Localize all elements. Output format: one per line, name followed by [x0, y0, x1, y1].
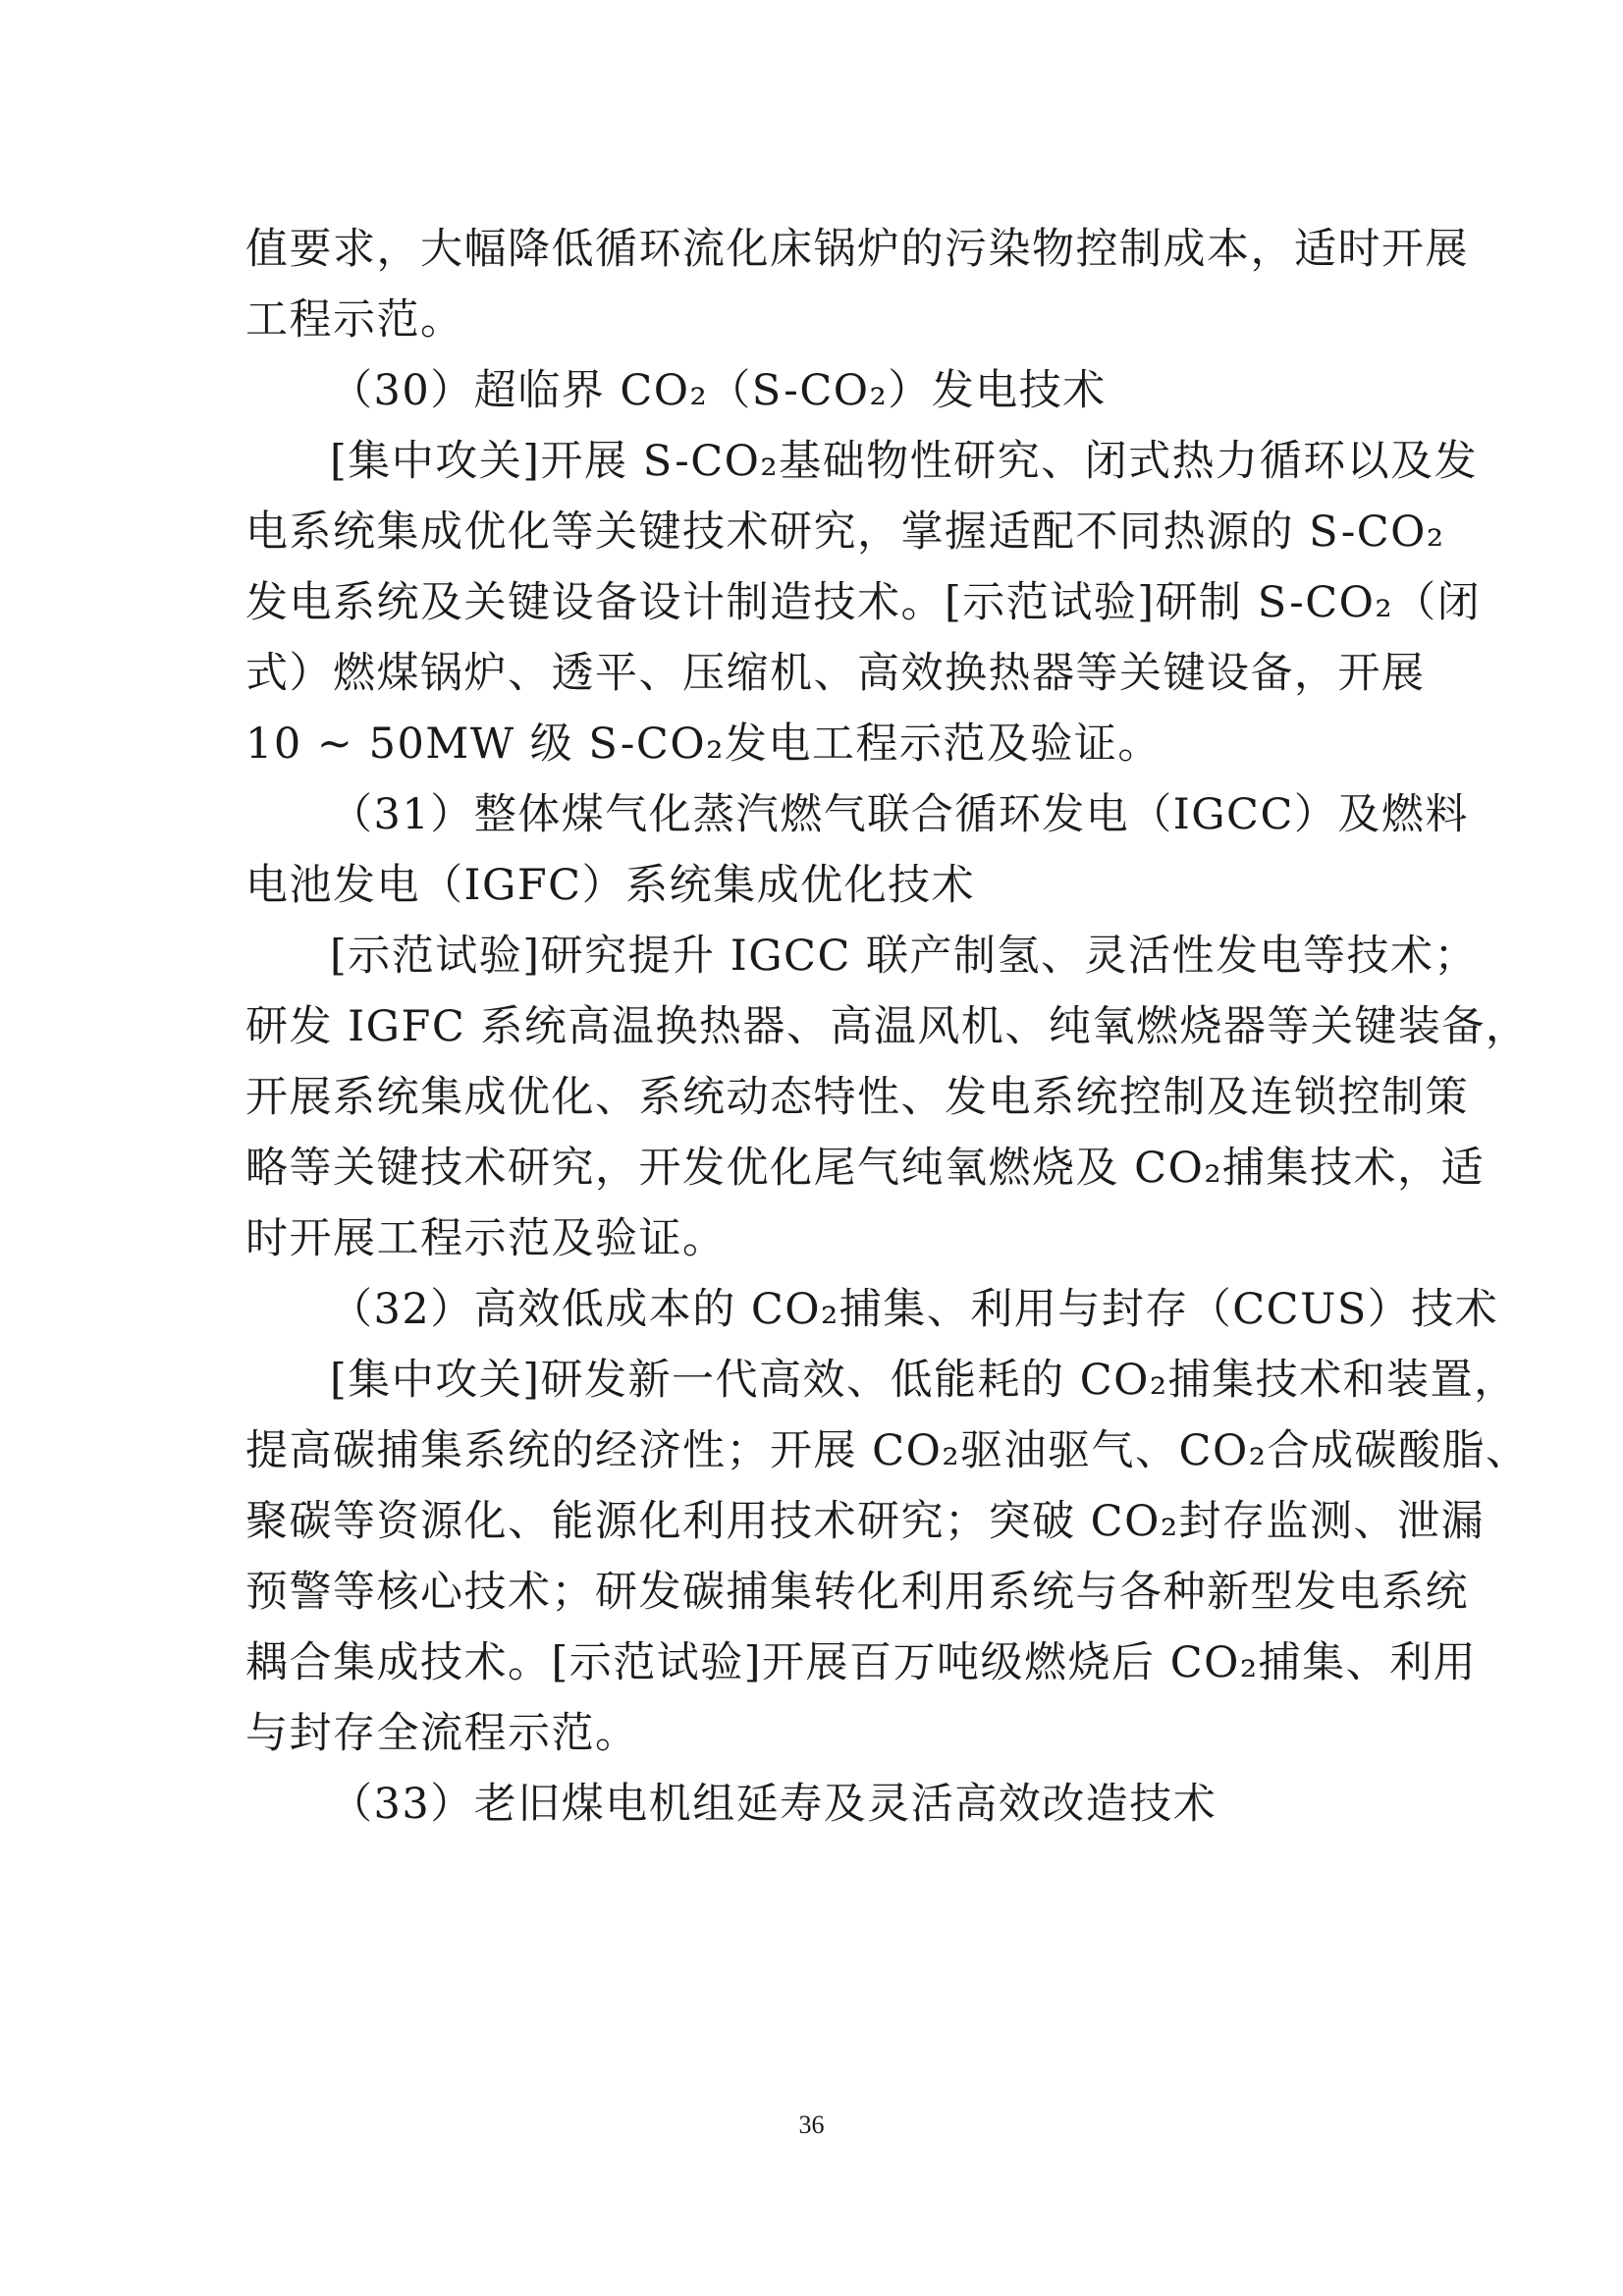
paragraph-line: 提高碳捕集系统的经济性；开展 CO₂驱油驱气、CO₂合成碳酸脂、	[245, 1426, 1530, 1475]
paragraph-line: [集中攻关]研发新一代高效、低能耗的 CO₂捕集技术和装置，	[330, 1356, 1518, 1405]
paragraph-line: 时开展工程示范及验证。	[245, 1214, 727, 1263]
paragraph-line: [集中攻关]开展 S-CO₂基础物性研究、闭式热力循环以及发	[330, 437, 1479, 486]
paragraph-line: 研发 IGFC 系统高温换热器、高温风机、纯氧燃烧器等关键装备，	[245, 1002, 1530, 1051]
paragraph-line: 与封存全流程示范。	[245, 1709, 639, 1758]
section-heading-32: （32）高效低成本的 CO₂捕集、利用与封存（CCUS）技术	[330, 1285, 1499, 1334]
paragraph-line: 值要求，大幅降低循环流化床锅炉的污染物控制成本，适时开展	[245, 225, 1469, 274]
paragraph-line: 电系统集成优化等关键技术研究，掌握适配不同热源的 S-CO₂	[245, 507, 1445, 557]
section-heading-33: （33）老旧煤电机组延寿及灵活高效改造技术	[330, 1780, 1217, 1829]
paragraph-line: 耦合集成技术。[示范试验]开展百万吨级燃烧后 CO₂捕集、利用	[245, 1638, 1478, 1687]
paragraph-line: [示范试验]研究提升 IGCC 联产制氢、灵活性发电等技术；	[330, 932, 1479, 981]
paragraph-line: 发电系统及关键设备设计制造技术。[示范试验]研制 S-CO₂（闭	[245, 578, 1482, 627]
paragraph-line: 工程示范。	[245, 295, 464, 345]
paragraph-line: 预警等核心技术；研发碳捕集转化利用系统与各种新型发电系统	[245, 1568, 1469, 1617]
section-heading-31: （31）整体煤气化蒸汽燃气联合循环发电（IGCC）及燃料	[330, 790, 1469, 839]
page-number: 36	[798, 2110, 825, 2139]
paragraph-line: 开展系统集成优化、系统动态特性、发电系统控制及连锁控制策	[245, 1073, 1469, 1122]
paragraph-line: 略等关键技术研究，开发优化尾气纯氧燃烧及 CO₂捕集技术，适	[245, 1144, 1486, 1193]
paragraph-line: 式）燃煤锅炉、透平、压缩机、高效换热器等关键设备，开展	[245, 649, 1426, 698]
section-heading-31-cont: 电池发电（IGFC）系统集成优化技术	[245, 861, 976, 910]
document-body	[245, 214, 1530, 1840]
section-heading-30: （30）超临界 CO₂（S-CO₂）发电技术	[330, 366, 1107, 415]
paragraph-line: 聚碳等资源化、能源化利用技术研究；突破 CO₂封存监测、泄漏	[245, 1497, 1486, 1546]
paragraph-line: 10 ~ 50MW 级 S-CO₂发电工程示范及验证。	[245, 720, 1162, 769]
